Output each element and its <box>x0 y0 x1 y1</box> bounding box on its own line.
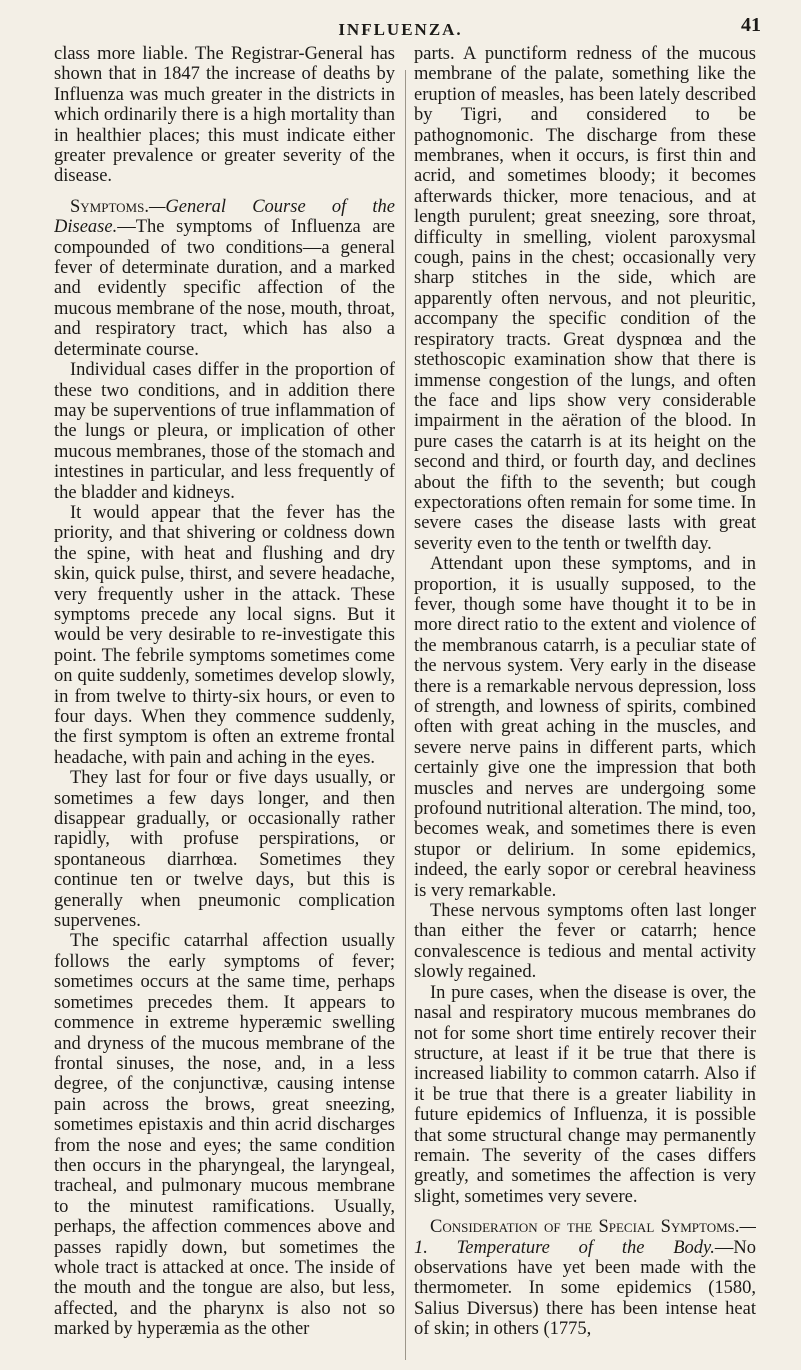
paragraph: Individual cases differ in the proportion of these two conditions, and in addition there may be superventions of true inflammation of the lungs or pleura, or implication of other mucous membranes, those of the stomach and intestines in particular, and less frequently of the bladder and kidneys. <box>54 360 395 503</box>
paragraph: parts. A punctiform redness of the mucous membrane of the palate, something like the eruption of measles, has been lately described by Tigri, and considered to be pathognomonic. The discharge from these membranes, when it occurs, is first thin and acrid, and sometimes bloody; it becomes afterwards thicker, more tenacious, and at length purulent; great sneezing, sore throat, difficulty in smelling, violent paroxysmal cough, pains in the chest; occasionally very sharp stitches in the side, which are apparently often nervous, and not pleuritic, accompany the specific condition of the respiratory tracts. Great dyspnœa and the stethoscopic examination show that there is immense congestion of the lungs, and often the face and lips show very considerable impairment in the aëration of the blood. In pure cases the catarrh is at its height on the second and third, or fourth day, and declines about the fifth to the seventh; but cough expectorations often remain for some time. In severe cases the disease lasts with great severity even to the tenth or twelfth day. <box>414 44 756 554</box>
paragraph-body: —No observations have yet been made with the thermometer. In some epidemics (1580, Salius Diversus) there has been intense heat of skin; in others (1775, <box>414 1237 756 1340</box>
page-header <box>0 14 801 44</box>
paragraph: In pure cases, when the disease is over, the nasal and respiratory mucous membranes do not for some short time entirely recover their structure, at least if it be true that there is increased liability to common catarrh. Also if it be true that there is a greater liability in future epidemics of Influenza, it is possible that some structural change may permanently remain. The severity of the cases differs greatly, and sometimes the affection is very slight, sometimes very severe. <box>414 982 756 1207</box>
column-divider <box>405 70 406 1360</box>
paragraph: Attendant upon these symptoms, and in proportion, it is usually supposed, to the fever, though some have thought it to be in more direct ratio to the extent and violence of the membranous catarrh, is a peculiar state of the nervous system. Very early in the disease there is a remarkable nervous depression, loss of strength, and lowness of spirits, combined often with great aching in the muscles, and severe nerve pains in different parts, which certainly give one the impression that both muscles and nerves are undergoing some profound nutritional alteration. The mind, too, becomes weak, and sometimes there is even stupor or delirium. In some epidemics, indeed, the early sopor or cerebral heaviness is very remarkable. <box>414 554 756 901</box>
section-heading: Symptoms. <box>70 196 149 217</box>
symptoms-paragraph <box>54 197 395 360</box>
section-heading: Consideration of the Special Symptoms. <box>430 1217 740 1238</box>
paragraph: They last for four or five days usually, or sometimes a few days longer, and then disappear gradually, or occasionally rather rapidly, with profuse perspirations, or spontaneous diarrhœa. Sometimes they continue ten or twelve days, but this is generally when pneumonic complication supervenes. <box>54 768 395 932</box>
paragraph: These nervous symptoms often last longer than either the fever or catarrh; hence convalescence is tedious and mental activity slowly regained. <box>414 901 756 983</box>
page-number: 41 <box>741 14 761 36</box>
paragraph: The specific catarrhal affection usually follows the early symptoms of fever; sometimes occurs at the same time, perhaps sometimes precedes them. It appears to commence in extreme hyperæmic swelling and dryness of the mucous membrane of the frontal sinuses, the nose, and, in a less degree, of the conjunctivæ, causing intense pain across the brows, great sneezing, sometimes epistaxis and thin acrid discharges from the nose and eyes; the same condition then occurs in the pharyngeal, the laryngeal, tracheal, and pulmonary mucous membrane to the minutest ramifications. Usually, perhaps, the affection commences above and passes rapidly down, but sometimes the whole tract is attacked at once. The inside of the mouth and the tongue are also, but less, affected, and the pharynx is also not so marked by hyperæmia as the other <box>54 931 395 1340</box>
consideration-paragraph <box>414 1217 756 1339</box>
paragraph: It would appear that the fever has the priority, and that shivering or coldness down the spine, with heat and flushing and dry skin, quick pulse, thirst, and severe headache, very frequently usher in the attack. These symptoms precede any local signs. But it would be very desirable to re-investigate this point. The febrile symptoms sometimes come on quite suddenly, sometimes develop slowly, in from twelve to thirty-six hours, or even to four days. When they commence suddenly, the first symptom is often an extreme frontal headache, with pain and aching in the eyes. <box>54 502 395 768</box>
paragraph-body: —The symptoms of Influenza are compounded of two conditions—a general fever of determinate duration, and a marked and evidently specific affection of the mucous membrane of the nose, mouth, throat, and respiratory tract, which has also a determinate course. <box>54 217 395 360</box>
section-subheading: —1. Temperature of the Body. <box>414 1217 756 1258</box>
paragraph: class more liable. The Registrar-General has shown that in 1847 the increase of deaths by Influenza was much greater in the districts in which ordinarily there is a high mortality than in healthier places; this must indicate either greater prevalence or greater severity of the disease. <box>54 44 395 187</box>
left-column <box>54 44 395 1356</box>
running-head: INFLUENZA. <box>338 20 463 39</box>
section-subheading: —General Course of the Disease. <box>54 196 395 238</box>
right-column <box>414 44 756 1356</box>
